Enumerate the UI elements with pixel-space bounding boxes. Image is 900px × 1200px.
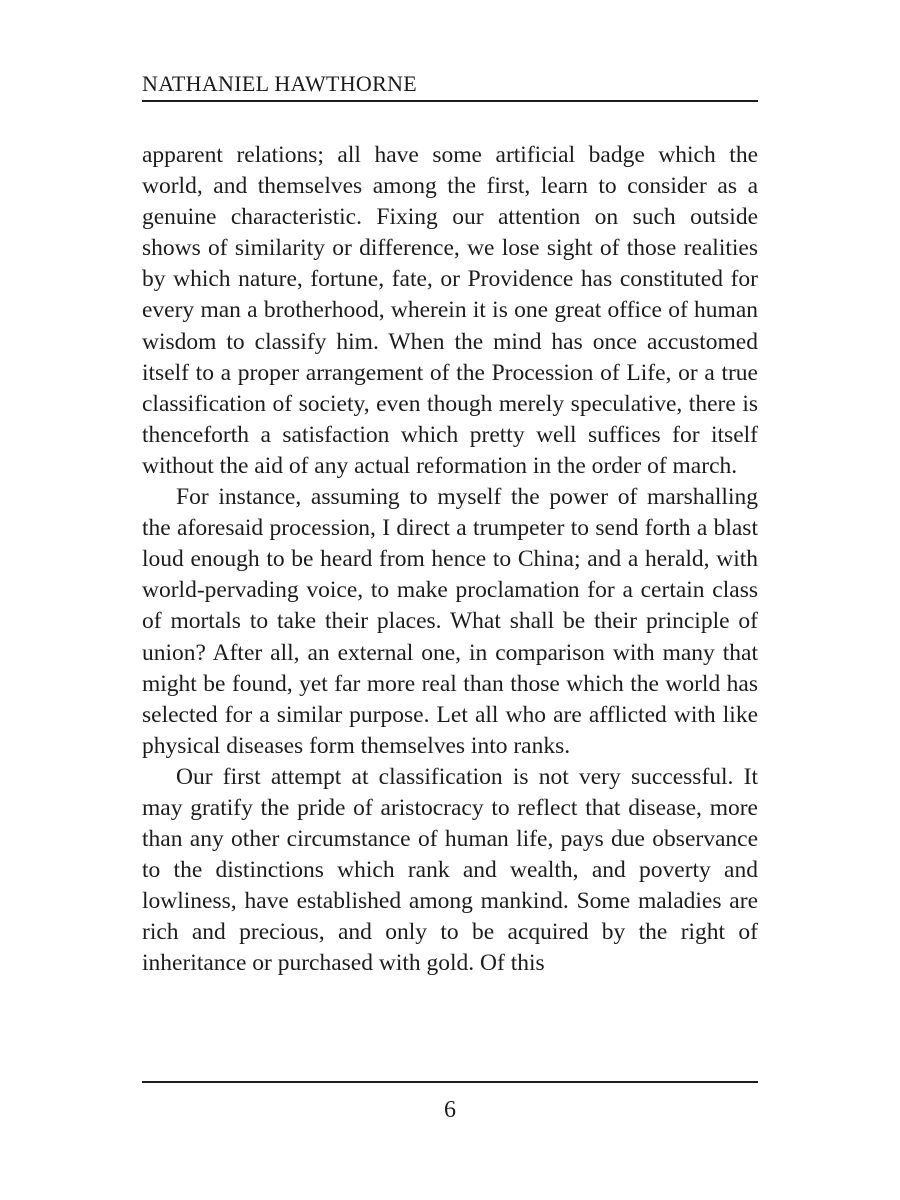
paragraph: Our first attempt at classification is not very successful. It may gratify the pride of aristocracy to reflect that disease, more than any other circumstance of human life, pays due observance to the distinctions which rank and wealth, and poverty and lowliness, have established among mankind. Some maladies are rich and precious, and only to be acquired by the right of inheritance or purchased with gold. Of this [142,763,758,977]
footer-rule [142,1081,758,1083]
header-rule [142,100,758,102]
body-text [142,140,758,980]
running-head: NATHANIEL HAWTHORNE [142,71,418,96]
page-number: 6 [444,1097,456,1123]
paragraph: apparent relations; all have some artificial badge which the world, and themselves among the first, learn to consider as a genuine characteristic. Fixing our attention on such outside shows of similarity or difference, we lose sight of those realities by which nature, fortune, fate, or Providence has constituted for every man a brotherhood, wherein it is one great office of human wisdom to classify him. When the mind has once accustomed itself to a proper arrangement of the Procession of Life, or a true classification of society, even though merely speculative, there is thenceforth a satisfaction which pretty well suffices for itself without the aid of any actual reformation in the order of march. [142,142,758,479]
paragraph: For instance, assuming to myself the power of marshalling the aforesaid procession, I direct a trumpeter to send forth a blast loud enough to be heard from hence to China; and a herald, with world-pervading voice, to make proclamation for a certain class of mortals to take their places. What shall be their principle of union? After all, an external one, in comparison with many that might be found, yet far more real than those which the world has selected for a similar purpose. Let all who are afflicted with like physical diseases form themselves into ranks. [142,484,758,759]
